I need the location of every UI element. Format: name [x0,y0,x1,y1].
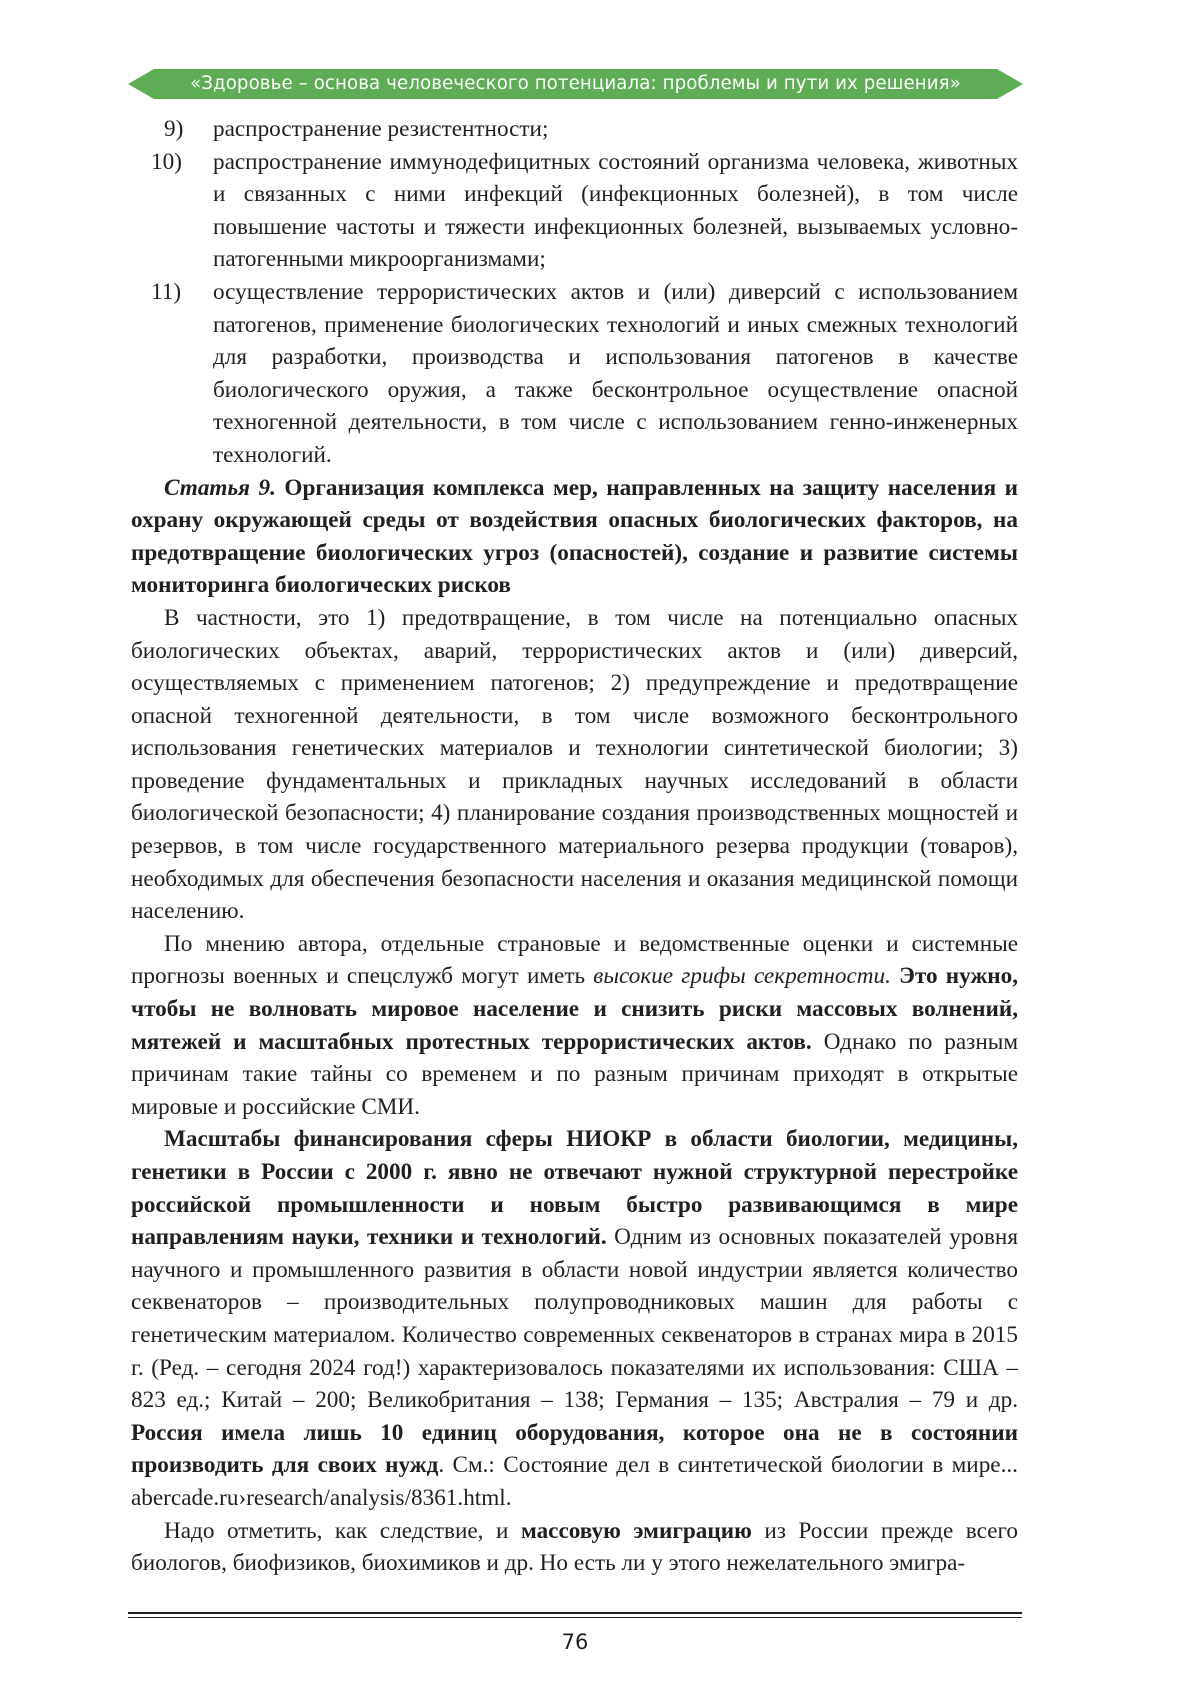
paragraph-text: Одним из основных показателей уровня научного и промышленного развития в области новой индустрии является количество секвенаторов – производительных полупроводниковых машин для работы с генетическим материалом. Количество современных секвенаторов в странах мира в 2015 г. (Ред. – сегодня 2024 год!) характеризовалось показателями их использования: США – 823 ед.; Китай – 200; Великобритания – 138; Германия – 135; Австралия – 79 и др. [131,1224,1019,1414]
page-number: 76 [561,1630,589,1654]
paragraph-funding [131,1123,1018,1514]
footer-rule [128,1612,1022,1614]
paragraph-text: По мнению автора, отдельные страновые и ведомственные оценки и системные прогнозы военных и спецслужб могут иметь [131,930,1018,990]
list-item-number: 10) [151,148,182,175]
footer-rule [128,1617,1022,1618]
paragraph-italic: высокие грифы секретности. [593,963,891,990]
list-item-text: распространение резистентности; [213,116,549,142]
list-item-number: 9) [164,116,184,142]
list-item [131,146,1018,276]
paragraph-measures: В частности, это 1) предотвращение, в том числе на потенциально опасных биологических объектах, аварий, террористических актов и (или) диверсий, осуществляемых с применением патогенов; 2) предупреждение и предотвращение опасной техногенной деятельности, в том числе возможного бесконтрольного использования генетических материалов и технологии синтетической биологии; 3) проведение фундаментальных и прикладных научных исследований в области биологической безопасности; 4) планирование создания производственных мощностей и резервов, в том числе государственного материального резерва продукции (товаров), необходимых для обеспечения безопасности населения и оказания медицинской помощи населению. [131,604,1018,925]
list-item-number: 11) [151,278,182,305]
paragraph-emigration [131,1515,1018,1580]
page-body [131,113,1018,1580]
paragraph-text: . См.: Состояние дел в синтетической биологии в мире... abercade.ru›research/analysis/8361.html. [131,1452,1018,1511]
list-item [131,276,1018,472]
paragraph-text: Надо отметить, как следствие, и [164,1517,509,1544]
article-title: Организация комплекса мер, направленных на защиту населения и охрану окружающей среды от воздействия опасных биологических факторов, на предотвращение биологических угроз (опасностей), создание и развитие системы мониторинга биологических рисков [131,474,1018,599]
list-item [131,113,1018,146]
paragraph-secrecy [131,928,1018,1124]
paragraph-bold: Масштабы финансирования сферы НИОКР в области биологии, медицины, генетики в России с 2000 г. явно не отвечают нужной структурной перестройке российской промышленности и новым быстро развивающимся в мире направлениям науки, техники и технологий. [131,1126,1018,1251]
paragraph-bold: массовую эмиграцию [520,1517,752,1544]
header-title: «Здоровье – основа человеческого потенциала: проблемы и пути их решения» [190,73,961,94]
paragraph-text: из России прежде всего биологов, биофизиков, биохимиков и др. Но есть ли у этого нежелательного эмигра- [131,1517,1019,1577]
paragraph-text: Однако по разным причинам такие тайны со временем и по разным причинам приходят в открытые мировые и российские СМИ. [131,1028,1018,1120]
list-item-text: распространение иммунодефицитных состояний организма человека, животных и связанных с ними инфекций (инфекционных болезней), в том числе повышение частоты и тяжести инфекционных болезней, вызываемых условно-патогенными микроорганизмами; [213,148,1018,273]
article-heading [131,472,1018,602]
paragraph-bold: Это нужно, чтобы не волновать мировое население и снизить риски массовых волнений, мятежей и масштабных протестных террористических актов. [131,963,1019,1055]
paragraph-bold: Россия имела лишь 10 единиц оборудования, которое она не в состоянии производить для своих нужд [131,1419,1018,1479]
list-item-text: осуществление террористических актов и (или) диверсий с использованием патогенов, применение биологических технологий и иных смежных технологий для разработки, производства и использования патогенов в качестве биологического оружия, а также бесконтрольное осуществление опасной техногенной деятельности, в том числе с использованием генно-инженерных технологий. [213,278,1018,468]
article-label: Статья 9. [164,474,276,501]
running-header [128,66,1023,102]
